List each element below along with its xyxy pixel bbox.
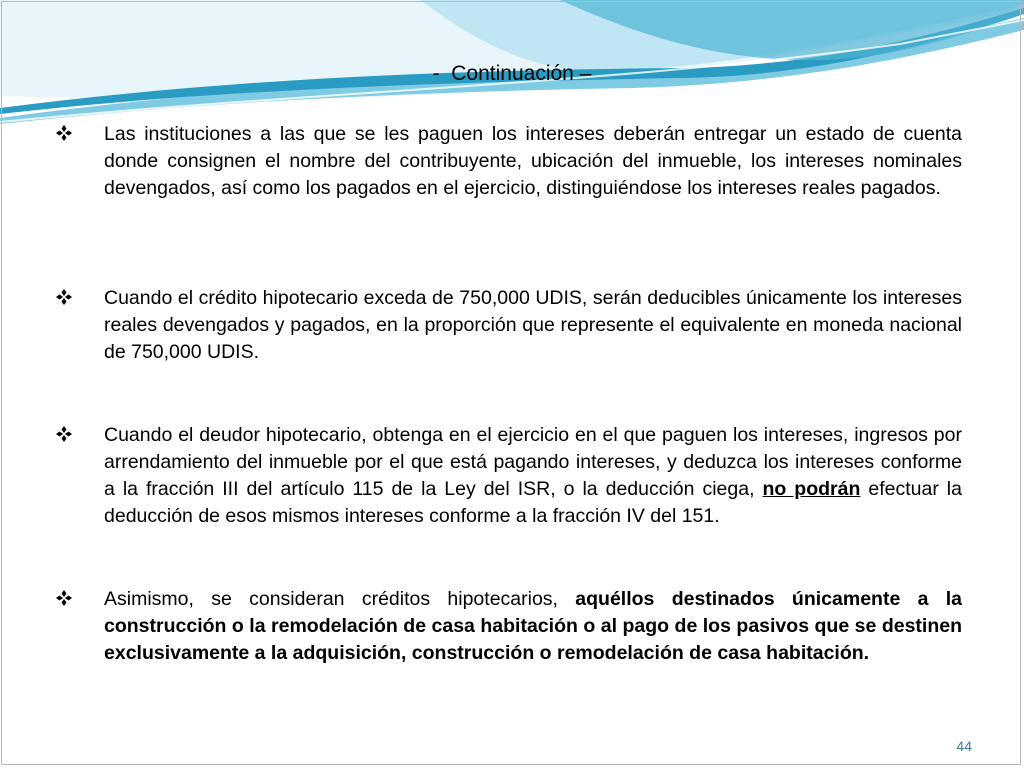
emphasis-underlined-text: no podrán <box>762 478 861 500</box>
bullet-text <box>104 422 962 530</box>
bullet-text-part: efectuar la deducción de esos mismos intereses conforme a la fracción IV del 151. <box>104 478 962 527</box>
page-number: 44 <box>956 738 972 754</box>
four-diamond-bullet-icon <box>55 124 73 142</box>
bullet-text <box>104 586 962 667</box>
slide-title: - Continuación – <box>432 62 592 85</box>
bullet-text: Las instituciones a las que se les paguen los intereses deberán entregar un estado de cuenta donde consignen el nombre del contribuyente, ubicación del inmueble, los intereses nominales devengados, así como los pagados en el ejercicio, distinguiéndose los intereses reales pagados. <box>104 123 962 199</box>
bullet-text-part: Asimismo, se consideran créditos hipotecarios, <box>104 588 576 610</box>
four-diamond-bullet-icon <box>55 425 73 443</box>
bullet-text-part: Cuando el deudor hipotecario, obtenga en el ejercicio en el que paguen los intereses, ingresos por arrendamiento del inmueble por el que está pagando intereses, y deduzca los intereses conforme a la fracción III del artículo 115 de la Ley del ISR, o la deducción ciega, <box>104 424 962 500</box>
four-diamond-bullet-icon <box>55 589 73 607</box>
four-diamond-bullet-icon <box>55 288 73 306</box>
bullet-text: Cuando el crédito hipotecario exceda de 750,000 UDIS, serán deducibles únicamente los intereses reales devengados y pagados, en la proporción que represente el equivalente en moneda nacional de 750,000 UDIS. <box>104 287 962 363</box>
emphasis-bold-text: aquéllos destinados únicamente a la construcción o la remodelación de casa habitación o al pago de los pasivos que se destinen exclusivamente a la adquisición, construcción o remodelación de casa habitación. <box>104 588 963 664</box>
